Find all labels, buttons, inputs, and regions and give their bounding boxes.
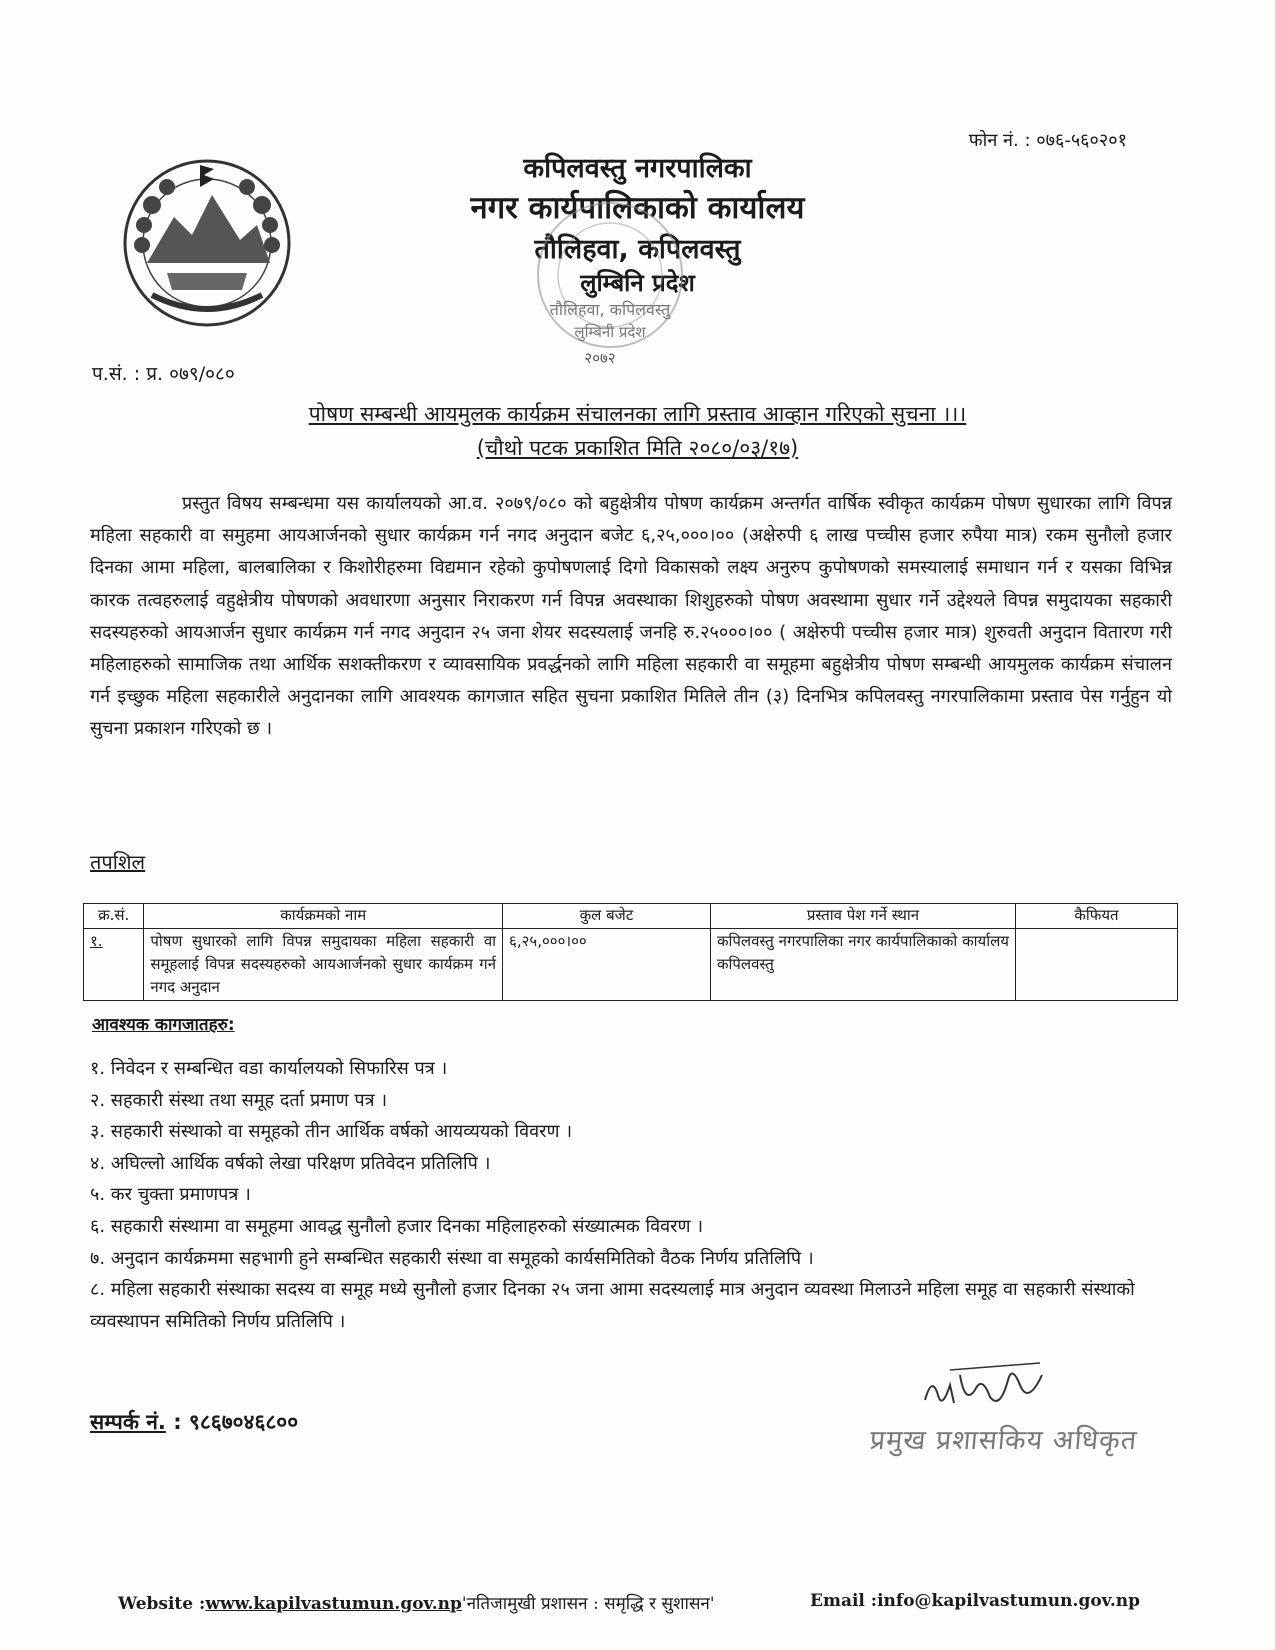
cell-budget: ६,२५,०००।०० xyxy=(503,929,711,1001)
province-name: लुम्बिनि प्रदेश xyxy=(580,269,695,297)
notice-title: पोषण सम्बन्धी आयमुलक कार्यक्रम संचालनका लागि प्रस्ताव आव्हान गरिएको सुचना ।।। xyxy=(308,402,967,426)
list-item: ६. सहकारी संस्थामा वा समूहमा आवद्ध सुनौलो हजार दिनका महिलाहरुको संख्यात्मक विवरण । xyxy=(90,1215,704,1237)
handwritten-signature-icon xyxy=(920,1355,1050,1415)
cell-remark xyxy=(1015,929,1177,1001)
documents-heading: आवश्यक कागजातहरु: xyxy=(92,1015,235,1035)
municipality-name: कपिलवस्तु नगरपालिका xyxy=(523,153,752,184)
list-item: ७. अनुदान कार्यक्रममा सहभागी हुने सम्बन्धित सहकारी संस्था वा समूहको कार्यसमितिको वैठक निर्णय प्रतिलिपि । xyxy=(90,1247,814,1269)
stamp-year: २०७२ xyxy=(584,349,616,367)
documents-list xyxy=(90,1053,1175,1337)
list-item: ३. सहकारी संस्थाको वा समूहको तीन आर्थिक वर्षको आयव्ययको विवरण । xyxy=(90,1121,573,1143)
header-program-name: कार्यक्रमको नाम xyxy=(144,904,503,929)
cell-program-name: पोषण सुधारको लागि विपन्न समुदायका महिला सहकारी वा समूहलाई विपन्न सदस्यहरुको आयआर्जनको सुधार कार्यक्रम गर्न नगद अनुदान xyxy=(144,929,503,1001)
phone-number: फोन नं. : ०७६-५६०२०१ xyxy=(968,130,1127,151)
list-item: ८. महिला सहकारी संस्थाका सदस्य वा समूह मध्ये सुनौलो हजार दिनका २५ जना आमा सदस्यलाई मात्र अनुदान व्यवस्था मिलाउने महिला समूह वा सहकारी संस्थाको व्यवस्थापन समितिको निर्णय प्रतिलिपि । xyxy=(90,1279,1135,1332)
list-item: ४. अघिल्लो आर्थिक वर्षको लेखा परिक्षण प्रतिवेदन प्रतिलिपि । xyxy=(90,1152,491,1174)
notice-body: प्रस्तुत विषय सम्बन्धमा यस कार्यालयको आ.व. २०७९/०८० को बहुक्षेत्रीय पोषण कार्यक्रम अन्तर्गत वार्षिक स्वीकृत कार्यक्रम पोषण सुधारका लागि विपन्न महिला सहकारी वा समुहमा आयआर्जनको सुधार कार्यक्रम गर्न नगद अनुदान बजेट ६,२५,०००।०० (अक्षेरुपी ६ लाख पच्चीस हजार रुपैया मात्र) रकम सुनौलो हजार दिनका आमा महिला, बालबालिका र किशोरीहरुमा विद्यमान रहेको कुपोषणलाई दिगो विकासको लक्ष्य अनुरुप कुपोषणको समस्यालाई समाधान गर्न र यसका विभिन्न कारक तत्वहरुलाई वहुक्षेत्रीय पोषणको अवधारणा अनुसार निराकरण गर्न विपन्न अवस्थाका शिशुहरुको पोषण अवस्थामा सुधार गर्ने उद्देश्यले विपन्न समुदायका सहकारी सदस्यहरुको आयआर्जन सुधार कार्यक्रम गर्न नगद अनुदान २५ जना शेयर सदस्यलाई जनहि रु.२५०००।०० ( अक्षेरुपी पच्चीस हजार मात्र) शुरुवती अनुदान वितारण गरी महिलाहरुको सामाजिक तथा आर्थिक सशक्तीकरण र व्यावसायिक प्रवर्द्धनको लागि महिला सहकारी वा समूहमा बहुक्षेत्रीय पोषण सम्बन्धी आयमुलक कार्यक्रम संचालन गर्न इच्छुक महिला सहकारीले अनुदानका लागि आवश्यक कागजात सहित सुचना प्रकाशित मितिले तीन (३) दिनभित्र कपिलवस्तु नगरपालिकामा प्रस्ताव पेस गर्नुहुन यो सुचना प्रकाशन गरिएको छ । xyxy=(90,493,1172,740)
table-header-row xyxy=(84,904,1178,929)
table-row xyxy=(84,929,1178,1001)
contact-label: सम्पर्क नं. xyxy=(90,1410,166,1434)
office-stamp xyxy=(510,195,710,390)
stamp-line-a: तौलिहवा, कपिलवस्तु xyxy=(549,300,671,319)
website-label: Website : xyxy=(118,1594,206,1614)
footer-website xyxy=(118,1591,715,1614)
contact-value: : ९८६७०४६८०० xyxy=(173,1410,299,1434)
header-budget: कुल बजेट xyxy=(503,904,711,929)
cell-sn: १. xyxy=(84,929,144,1001)
contact-number xyxy=(90,1408,298,1436)
footer-email[interactable]: Email :info@kapilvastumun.gov.np xyxy=(810,1591,1140,1611)
list-item: १. निवेदन र सम्बन्धित वडा कार्यालयको सिफारिस पत्र । xyxy=(90,1058,448,1079)
program-table xyxy=(83,903,1178,1001)
list-item: २. सहकारी संस्था तथा समूह दर्ता प्रमाण पत्र । xyxy=(90,1089,388,1111)
header-place: प्रस्ताव पेश गर्ने स्थान xyxy=(710,904,1015,929)
reference-number: प.सं. : प्र. ०७९/०८० xyxy=(92,363,235,385)
details-heading: तपशिल xyxy=(90,850,146,874)
website-link[interactable]: www.kapilvastumun.gov.np xyxy=(205,1594,462,1614)
signatory-title: प्रमुख प्रशासकिय अधिकृत xyxy=(868,1425,1139,1456)
cell-place: कपिलवस्तु नगरपालिका नगर कार्यपालिकाको कार्यालय कपिलवस्तु xyxy=(710,929,1015,1001)
header-remark: कैफियत xyxy=(1015,904,1177,929)
notice-subtitle: (चौथो पटक प्रकाशित मिति २०८०/०३/१७) xyxy=(476,436,799,460)
header-sn: क्र.सं. xyxy=(84,904,144,929)
list-item: ५. कर चुक्ता प्रमाणपत्र । xyxy=(90,1184,251,1206)
office-address: तौलिहवा, कपिलवस्तु xyxy=(534,234,741,265)
office-name: नगर कार्यपालिकाको कार्यालय xyxy=(470,190,805,226)
stamp-line-b: लुम्बिनी प्रदेश xyxy=(574,323,646,341)
footer-motto: 'नतिजामुखी प्रशासन : समृद्धि र सुशासन' xyxy=(461,1594,715,1614)
